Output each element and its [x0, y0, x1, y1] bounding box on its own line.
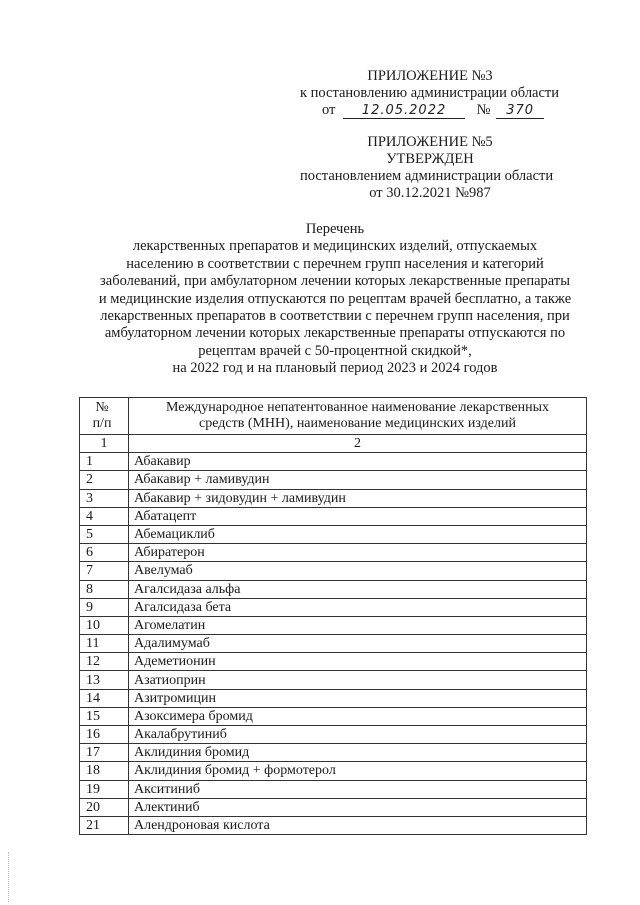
medications-table — [79, 397, 587, 835]
row-medication-name: Азитромицин — [129, 689, 587, 707]
table-row — [80, 471, 587, 489]
table-row — [80, 489, 587, 507]
col-number-header: № п/п — [80, 398, 129, 435]
table-row — [80, 689, 587, 707]
row-number: 2 — [80, 471, 129, 489]
row-number: 9 — [80, 598, 129, 616]
scan-edge-marks — [8, 852, 10, 902]
handwritten-number: 370 — [496, 104, 544, 119]
row-medication-name: Адалимумаб — [129, 635, 587, 653]
row-medication-name: Аклидиния бромид — [129, 744, 587, 762]
row-number: 15 — [80, 707, 129, 725]
title-line-4: заболеваний, при амбулаторном лечении которых лекарственные препараты — [100, 273, 570, 290]
approved-by-line: постановлением администрации области — [300, 168, 554, 184]
row-medication-name: Абемациклиб — [129, 525, 587, 543]
row-medication-name: Адеметионин — [129, 653, 587, 671]
row-medication-name: Алектиниб — [129, 798, 587, 816]
row-number: 18 — [80, 762, 129, 780]
table-row — [80, 762, 587, 780]
table-row — [80, 544, 587, 562]
title-line-3: населению в соответствии с перечнем групп населения и категорий — [126, 255, 544, 272]
row-medication-name: Акалабрутиниб — [129, 726, 587, 744]
table-row — [80, 635, 587, 653]
row-number: 12 — [80, 653, 129, 671]
approved-label: УТВЕРЖДЕН — [386, 151, 474, 167]
row-number: 20 — [80, 798, 129, 816]
row-number: 7 — [80, 562, 129, 580]
table-row — [80, 671, 587, 689]
row-number: 17 — [80, 744, 129, 762]
col-number-index: 1 — [80, 435, 129, 453]
row-number: 16 — [80, 726, 129, 744]
row-number: 19 — [80, 780, 129, 798]
row-medication-name: Абакавир — [129, 453, 587, 471]
title-line-2: лекарственных препаратов и медицинских изделий, отпускаемых — [132, 238, 538, 255]
handwritten-date: 12.05.2022 — [343, 104, 465, 119]
title-line-8: рецептам врачей с 50-процентной скидкой*, — [198, 342, 472, 359]
table-row — [80, 507, 587, 525]
row-medication-name: Авелумаб — [129, 562, 587, 580]
number-prefix: № — [476, 102, 491, 118]
row-number: 6 — [80, 544, 129, 562]
table-row — [80, 816, 587, 834]
table-header-row — [80, 398, 587, 435]
date-prefix: от — [322, 102, 336, 118]
row-medication-name: Абакавир + ламивудин — [129, 471, 587, 489]
row-medication-name: Абиратерон — [129, 544, 587, 562]
row-medication-name: Алендроновая кислота — [129, 816, 587, 834]
row-number: 1 — [80, 453, 129, 471]
row-number: 13 — [80, 671, 129, 689]
title-line-6: лекарственных препаратов в соответствии с перечнем групп населения, при — [100, 308, 570, 325]
row-medication-name: Аклидиния бромид + формотерол — [129, 762, 587, 780]
row-medication-name: Абакавир + зидовудин + ламивудин — [129, 489, 587, 507]
row-medication-name: Агалсидаза бета — [129, 598, 587, 616]
row-medication-name: Агомелатин — [129, 616, 587, 634]
appendix-3-title: ПРИЛОЖЕНИЕ №3 — [367, 68, 493, 84]
table-row — [80, 616, 587, 634]
row-number: 4 — [80, 507, 129, 525]
row-number: 14 — [80, 689, 129, 707]
table-row — [80, 598, 587, 616]
table-row — [80, 562, 587, 580]
table-row — [80, 453, 587, 471]
table-row — [80, 653, 587, 671]
row-number: 21 — [80, 816, 129, 834]
resolution-date-row — [322, 102, 544, 119]
document-title — [80, 221, 590, 378]
appendix-5-title: ПРИЛОЖЕНИЕ №5 — [367, 134, 493, 150]
table-row — [80, 744, 587, 762]
row-medication-name: Абатацепт — [129, 507, 587, 525]
row-medication-name: Агалсидаза альфа — [129, 580, 587, 598]
table-row — [80, 780, 587, 798]
title-line-9: на 2022 год и на плановый период 2023 и 2024 годов — [172, 360, 498, 377]
table-row — [80, 707, 587, 725]
row-medication-name: Акситиниб — [129, 780, 587, 798]
row-number: 11 — [80, 635, 129, 653]
title-line-5: и медицинские изделия отпускаются по рецептам врачей бесплатно, а также — [98, 290, 572, 307]
row-number: 5 — [80, 525, 129, 543]
table-row — [80, 798, 587, 816]
table-row — [80, 580, 587, 598]
col-name-index: 2 — [129, 435, 587, 453]
row-number: 10 — [80, 616, 129, 634]
approved-date-line: от 30.12.2021 №987 — [369, 185, 491, 201]
table-index-row — [80, 435, 587, 453]
row-number: 8 — [80, 580, 129, 598]
table-row — [80, 726, 587, 744]
to-resolution-line: к постановлению администрации области — [300, 85, 560, 101]
row-medication-name: Азатиоприн — [129, 671, 587, 689]
table-row — [80, 525, 587, 543]
title-line-7: амбулаторном лечении которых лекарственные препараты отпускаются по — [104, 325, 566, 342]
table-body — [80, 453, 587, 835]
col-name-header: Международное непатентованное наименование лекарственных средств (МНН), наименование медицинских изделий — [129, 398, 587, 435]
row-medication-name: Азоксимера бромид — [129, 707, 587, 725]
title-line-1: Перечень — [305, 221, 365, 237]
row-number: 3 — [80, 489, 129, 507]
